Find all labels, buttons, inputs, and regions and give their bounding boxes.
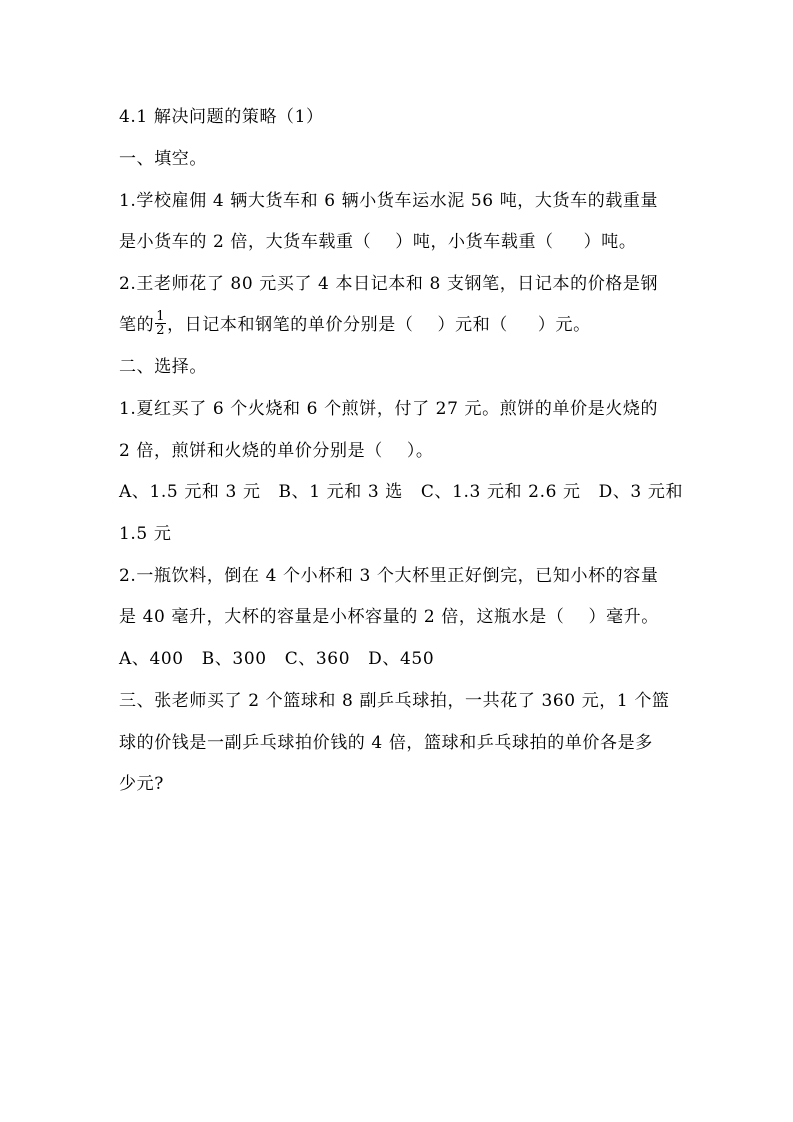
s2-question-1-line-2: 2 倍，煎饼和火烧的单价分别是（ ）。 <box>119 441 434 461</box>
s1-question-2-line-1: 2.王老师花了 80 元买了 4 本日记本和 8 支钢笔，日记本的价格是钢 <box>119 274 659 294</box>
s1-question-1-line-2: 是小货车的 2 倍，大货车载重（ ）吨，小货车载重（ ）吨。 <box>119 232 637 252</box>
fraction-one-half <box>155 310 166 337</box>
section-1-heading: 一、填空。 <box>119 149 207 169</box>
s2-question-1-line-1: 1.夏红买了 6 个火烧和 6 个煎饼，付了 27 元。煎饼的单价是火烧的 <box>119 399 659 419</box>
fraction-numerator: 1 <box>156 309 166 324</box>
s2-question-1-options-continued: 1.5 元 <box>119 524 172 544</box>
section-3-line-3: 少元? <box>119 774 164 794</box>
s1-q2-text-before-fraction: 笔的 <box>119 315 155 335</box>
s1-question-1-line-1: 1.学校雇佣 4 辆大货车和 6 辆小货车运水泥 56 吨，大货车的载重量 <box>119 191 659 211</box>
s2-question-1-options: A、1.5 元和 3 元 B、1 元和 3 选 C、1.3 元和 2.6 元 D、3 元和 <box>119 482 684 502</box>
section-3-line-2: 球的价钱是一副乒乓球拍价钱的 4 倍，篮球和乒乓球拍的单价各是多 <box>119 733 653 753</box>
worksheet-title: 4.1 解决问题的策略（1） <box>119 107 324 127</box>
s1-question-2-line-2 <box>119 309 591 339</box>
s2-question-2-line-2: 是 40 毫升，大杯的容量是小杯容量的 2 倍，这瓶水是（ ）毫升。 <box>119 607 659 627</box>
section-2-heading: 二、选择。 <box>119 357 207 377</box>
s1-q2-text-after-fraction: ，日记本和钢笔的单价分别是（ ）元和（ ）元。 <box>167 315 591 335</box>
section-3-line-1: 三、张老师买了 2 个篮球和 8 副乒乓球拍，一共花了 360 元，1 个篮 <box>119 691 670 711</box>
s2-question-2-options: A、400 B、300 C、360 D、450 <box>119 649 435 669</box>
s2-question-2-line-1: 2.一瓶饮料，倒在 4 个小杯和 3 个大杯里正好倒完，已知小杯的容量 <box>119 566 659 586</box>
fraction-denominator: 2 <box>156 323 166 338</box>
